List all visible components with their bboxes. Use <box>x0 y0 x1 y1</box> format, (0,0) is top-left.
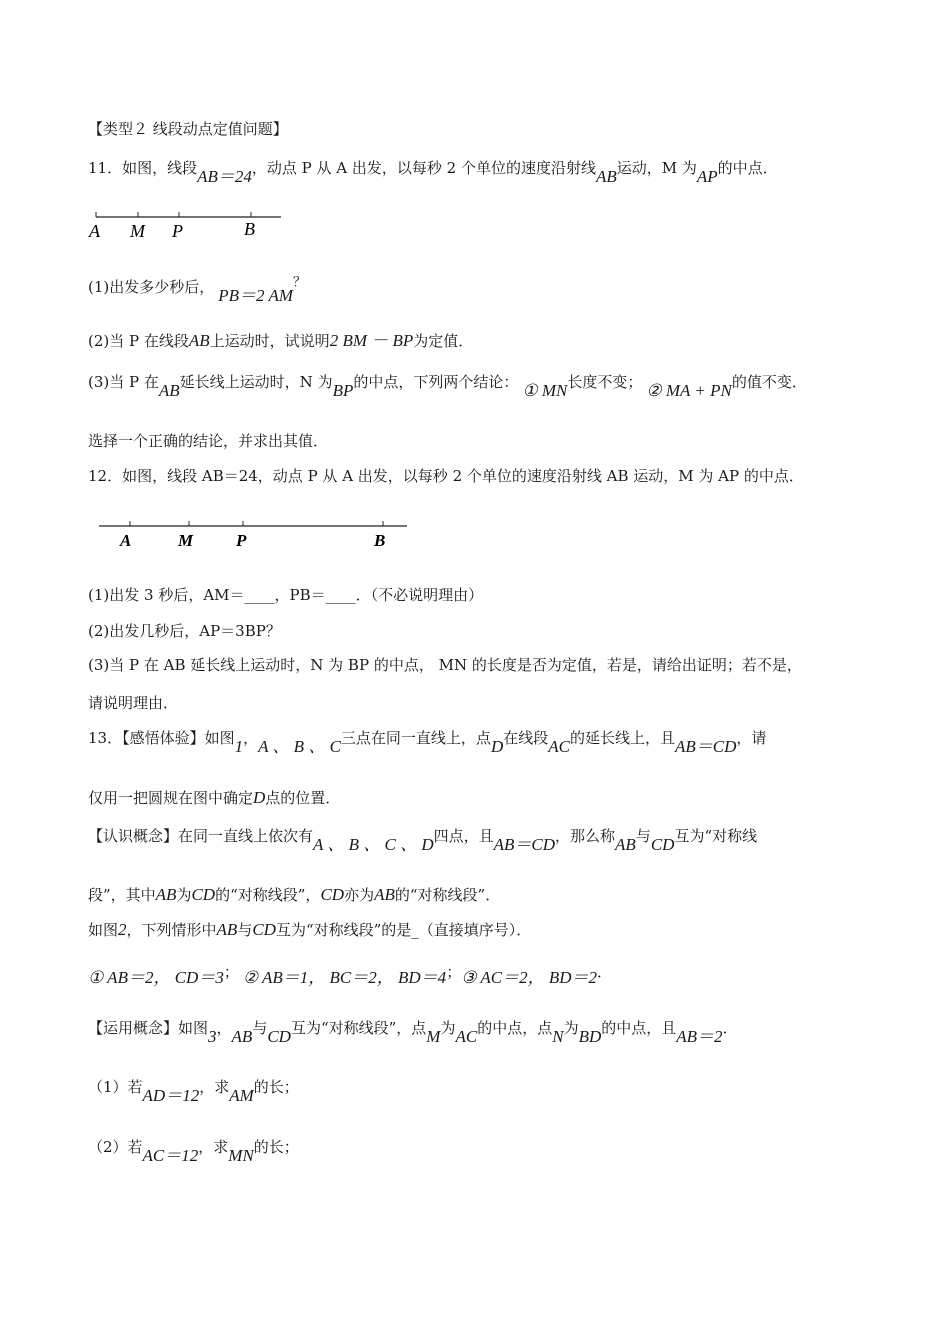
section-title: 【类型２ 线段动点定值问题】 <box>88 120 288 138</box>
q11-stem: 11．如图，线段AB＝24，动点 P 从 A 出发，以每秒 2 个单位的速度沿射线AB运动，M 为AP的中点． <box>88 159 778 186</box>
q11-figure <box>84 206 294 246</box>
q12-label-m: M <box>178 531 194 550</box>
q13-figure2-question: 如图2，下列情形中AB与CD互为“对称线段”的是_（直接填序号）． <box>88 920 532 939</box>
q11-label-m: M <box>130 221 145 241</box>
q12-part1: (1)出发 3 秒后，AM＝____，PB＝____．（不必说明理由） <box>88 586 484 604</box>
q12-part3: (3)当 P 在 AB 延长线上运动时，N 为 BP 的中点， MN 的长度是否为定值，若是，请给出证明；若不是， <box>88 656 802 674</box>
q11-part3: (3)当 P 在AB延长线上运动时，N 为BP的中点，下列两个结论： ① MN长度不变； ② MA + PN的值不变． <box>88 373 807 400</box>
q13-sub2: （2）若AC＝12，求MN的长； <box>88 1138 299 1165</box>
q12-label-b: B <box>374 531 386 550</box>
q11-label-a: A <box>89 221 100 241</box>
q13-stem: 13．【感悟体验】如图1，A 、 B 、 C三点在同一直线上，点D在线段AC的延长线上，且AB＝CD，请 <box>88 729 767 756</box>
q13-application: 【运用概念】如图3，AB与CD互为“对称线段”，点M为AC的中点，点N为BD的中点，且AB＝2． <box>88 1019 738 1046</box>
q12-label-a: A <box>120 531 132 550</box>
q13-concept: 【认识概念】在同一直线上依次有A 、 B 、 C 、 D四点，且AB＝CD，那么称AB与CD互为“对称线 <box>88 827 758 854</box>
q13-stem-cont: 仅用一把圆规在图中确定D点的位置． <box>88 788 341 807</box>
q13-sub1: （1）若AD＝12，求AM的长； <box>88 1078 299 1105</box>
q12-label-p: P <box>236 531 247 550</box>
q13-options: ① AB＝2， CD＝3； ② AB＝1， BC＝2， BD＝4；③ AC＝2， BD＝2． <box>88 963 613 987</box>
q11-part1: (1)出发多少秒后， PB＝2 AM？ <box>88 275 307 305</box>
q12-part3-cont: 请说明理由． <box>88 694 179 712</box>
q11-label-p: P <box>172 221 183 241</box>
q11-part2: (2)当 P 在线段AB上运动时，试说明2 BM － BP为定值． <box>88 331 474 350</box>
q11-label-b: B <box>244 219 255 239</box>
q13-concept-cont: 段”，其中AB为CD的“对称线段”，CD亦为AB的“对称线段”． <box>88 885 501 904</box>
q11-part3-note: 选择一个正确的结论，并求出其值． <box>88 432 329 450</box>
q12-part2: (2)出发几秒后，AP＝3BP？ <box>88 622 281 640</box>
q12-stem: 12．如图，线段 AB＝24，动点 P 从 A 出发，以每秒 2 个单位的速度沿射线 AB 运动，M 为 AP 的中点． <box>88 467 804 485</box>
q12-figure <box>96 515 416 555</box>
